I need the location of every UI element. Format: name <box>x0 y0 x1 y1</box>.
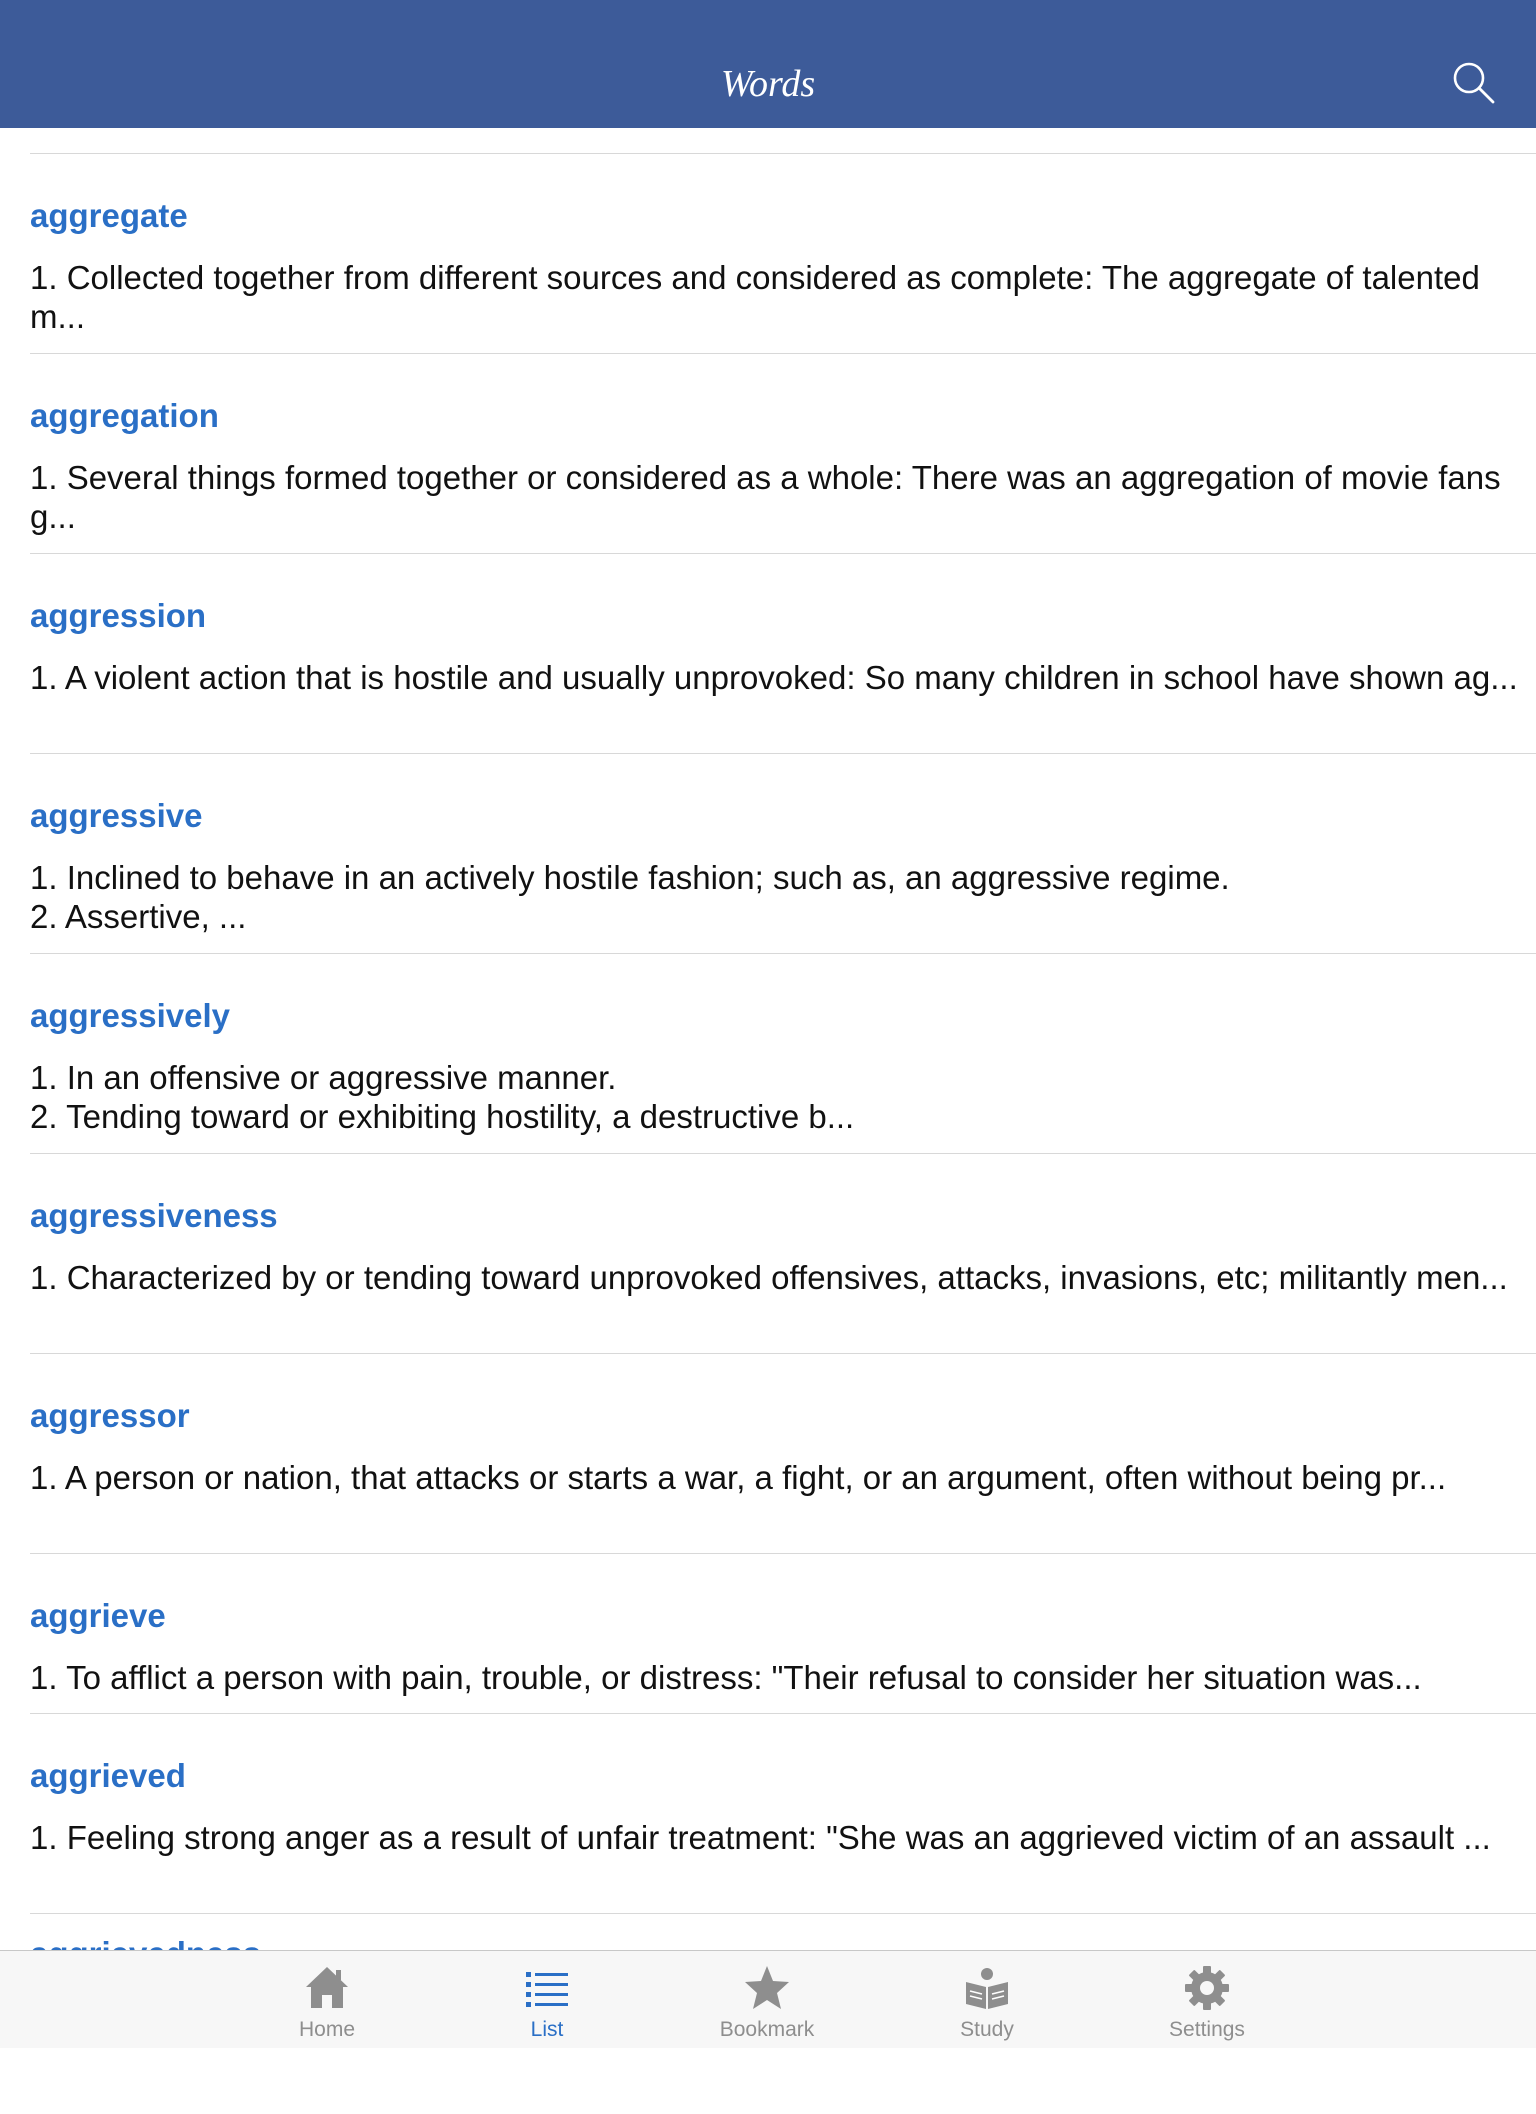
star-icon <box>742 1963 792 2013</box>
word-title: aggrieved <box>30 1757 186 1794</box>
list-item[interactable] <box>0 154 1536 354</box>
word-definition: 1. A violent action that is hostile and usually unprovoked: So many children in school have shown ag... <box>30 659 1518 696</box>
tab-label: Settings <box>1169 2018 1245 2041</box>
tab-study[interactable] <box>897 1951 1077 2049</box>
tab-label: List <box>530 2018 564 2041</box>
word-list[interactable] <box>0 128 1536 1950</box>
study-icon <box>962 1963 1012 2013</box>
word-title: aggressiveness <box>30 1197 278 1234</box>
search-icon <box>1448 57 1498 107</box>
word-definition: 1. Collected together from different sources and considered as complete: The aggregate of talented m... <box>30 259 1480 335</box>
tab-home[interactable] <box>237 1951 417 2049</box>
tab-bar <box>0 1950 1536 2048</box>
word-definition: 1. Feeling strong anger as a result of unfair treatment: "She was an aggrieved victim of an assault ... <box>30 1819 1491 1856</box>
tab-label: Bookmark <box>719 2018 815 2041</box>
word-definition: 1. Inclined to behave in an actively hostile fashion; such as, an aggressive regime. 2. Assertive, ... <box>30 859 1230 935</box>
word-title: aggrieve <box>30 1597 166 1634</box>
list-item[interactable] <box>0 1714 1536 1914</box>
search-button[interactable] <box>1448 57 1498 107</box>
list-item[interactable] <box>0 954 1536 1154</box>
word-title: aggregation <box>30 397 219 434</box>
word-title: aggression <box>30 597 207 634</box>
tab-settings[interactable] <box>1117 1951 1297 2049</box>
word-title: aggressor <box>30 1397 190 1434</box>
gear-icon <box>1182 1963 1232 2013</box>
list-item[interactable] <box>0 754 1536 954</box>
home-icon <box>302 1963 352 2013</box>
list-item[interactable] <box>0 354 1536 554</box>
page-title: Words <box>720 63 816 105</box>
tab-label: Study <box>960 2018 1014 2041</box>
list-item[interactable] <box>0 1354 1536 1554</box>
tab-bookmark[interactable] <box>677 1951 857 2049</box>
tab-label: Home <box>298 2018 356 2041</box>
list-item[interactable] <box>0 1154 1536 1354</box>
word-definition: 1. Several things formed together or considered as a whole: There was an aggregation of movie fans g... <box>30 459 1501 535</box>
word-definition: 1. To afflict a person with pain, trouble, or distress: "Their refusal to consider her situation was... <box>30 1659 1422 1696</box>
list-item[interactable] <box>0 1554 1536 1714</box>
word-definition: 1. Characterized by or tending toward unprovoked offensives, attacks, invasions, etc; militantly men... <box>30 1259 1508 1296</box>
list-icon <box>522 1963 572 2013</box>
word-definition: 1. In an offensive or aggressive manner. 2. Tending toward or exhibiting hostility, a destructive b... <box>30 1059 855 1135</box>
list-item[interactable] <box>0 554 1536 754</box>
word-title: aggressive <box>30 797 203 834</box>
nav-bar <box>0 0 1536 128</box>
tab-list[interactable] <box>457 1951 637 2049</box>
word-definition: 1. A person or nation, that attacks or starts a war, a fight, or an argument, often without being pr... <box>30 1459 1447 1496</box>
word-title: aggressively <box>30 997 230 1034</box>
word-title: aggregate <box>30 197 188 234</box>
